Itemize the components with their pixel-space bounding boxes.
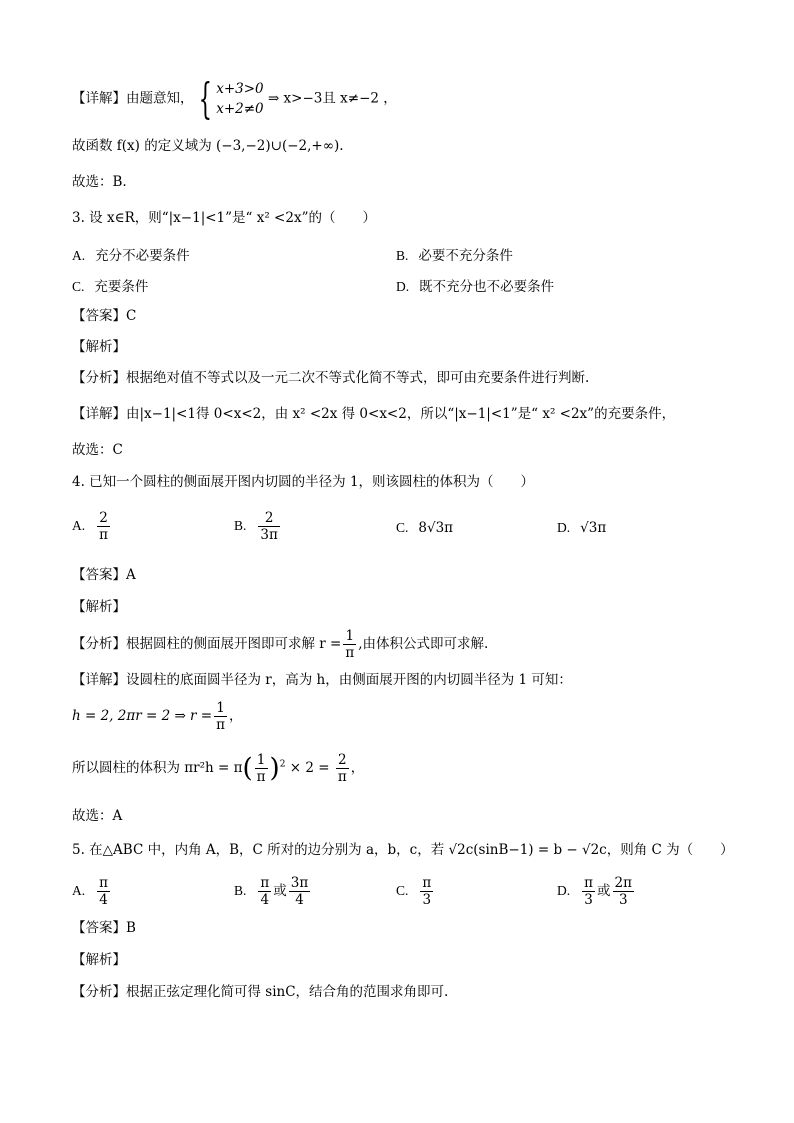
- fraction: $\frac{\pi}{3}$: [584, 875, 593, 908]
- q4-option-b: B. $\frac{2}{3\pi}$: [234, 510, 278, 543]
- q4-option-c: C. 8√3π: [396, 520, 454, 536]
- detail-conclusion: ⇒ x>−3且 x≠−2 ，: [267, 90, 397, 107]
- detail-text: 由题意知，: [126, 90, 194, 107]
- q5-option-c: C. $\frac{\pi}{3}$: [396, 875, 432, 908]
- q3-detail: 【详解】由|x−1|<1得 0<x<2，由 x² <2x 得 0<x<2，所以“|x−1|<1”是“ x² <2x”的充要条件，: [72, 406, 676, 422]
- detail-tag: 【详解】: [72, 90, 126, 107]
- system-row-1: x+3>0: [216, 81, 264, 97]
- q5-analysis: 【分析】根据正弦定理化简可得 sinC，结合角的范围求角即可.: [72, 984, 449, 1000]
- fraction: $\frac{\pi}{4}$: [260, 875, 270, 908]
- fraction: $\frac{3\pi}{4}$: [290, 875, 309, 908]
- fraction: $\frac{1}{\pi}$: [216, 700, 225, 733]
- system-row-2: x+2≠0: [216, 101, 264, 117]
- question-5-stem: 5. 在△ABC 中，内角 A，B，C 所对的边分别为 a，b，c，若 √2c(sinB−1) = b − √2c，则角 C 为（ ）: [72, 842, 734, 858]
- q3-analysis-heading: 【解析】: [72, 339, 126, 355]
- q3-analysis: 【分析】根据绝对值不等式以及一元二次不等式化简不等式，即可由充要条件进行判断.: [72, 370, 590, 386]
- fraction: $\frac{2}{\pi}$: [337, 752, 347, 785]
- q3-option-c: C. 充要条件: [72, 279, 149, 295]
- q3-option-b: B. 必要不充分条件: [396, 248, 513, 264]
- q4-analysis: 【分析】根据圆柱的侧面展开图即可求解 r = $\frac{1}{\pi}$ ,由体积公式即可求解.: [72, 628, 489, 661]
- q5-analysis-heading: 【解析】: [72, 952, 126, 968]
- fraction: $\frac{2\pi}{3}$: [614, 875, 632, 908]
- question-3-stem: 3. 设 x∈R，则“|x−1|<1”是“ x² <2x”的（ ）: [72, 210, 376, 226]
- fraction: $\frac{1}{\pi}$: [345, 628, 355, 661]
- q4-option-d: D. √3π: [557, 520, 607, 536]
- q5-option-a: A. $\frac{\pi}{4}$: [72, 875, 108, 908]
- q3-option-a: A. 充分不必要条件: [72, 248, 190, 264]
- q3-option-d: D. 既不充分也不必要条件: [396, 279, 555, 295]
- q4-option-a: A. $\frac{2}{\pi}$: [72, 510, 108, 543]
- q5-option-d: D. $\frac{\pi}{3}$ 或 $\frac{2\pi}{3}$: [557, 875, 632, 908]
- brace-symbol: {: [198, 74, 212, 123]
- q3-answer: 【答案】C: [72, 308, 137, 324]
- fraction: $\frac{2}{3\pi}$: [260, 510, 278, 543]
- fraction: $\frac{\pi}{3}$: [422, 875, 432, 908]
- domain-line: 故函数 f(x) 的定义域为 (−3,−2)∪(−2,+∞).: [72, 138, 344, 154]
- fraction: $\frac{1}{\pi}$: [256, 752, 266, 785]
- fraction: $\frac{\pi}{4}$: [99, 875, 108, 908]
- q3-choice: 故选：C: [72, 442, 123, 458]
- inequality-system: [216, 79, 263, 119]
- q5-option-b: B. $\frac{\pi}{4}$ 或 $\frac{3\pi}{4}$: [234, 875, 309, 908]
- q4-equation-1: h = 2, 2πr = 2 ⇒ r = $\frac{1}{\pi}$ ，: [72, 700, 243, 733]
- q4-answer: 【答案】A: [72, 567, 136, 583]
- detail-line-1: [72, 74, 397, 123]
- fraction: $\frac{2}{\pi}$: [99, 510, 108, 543]
- answer-choice-line: 故选：B.: [72, 174, 127, 190]
- q5-answer: 【答案】B: [72, 920, 136, 936]
- q4-choice: 故选：A: [72, 808, 123, 824]
- q4-detail: 【详解】设圆柱的底面圆半径为 r，高为 h，由侧面展开图的内切圆半径为 1 可知：: [72, 672, 572, 688]
- q4-equation-2: 所以圆柱的体积为 πr²h = π( $\frac{1}{\pi}$ )$^2$ × 2 = $\frac{2}{\pi}$ ，: [72, 752, 365, 785]
- question-4-stem: 4. 已知一个圆柱的侧面展开图内切圆的半径为 1，则该圆柱的体积为（ ）: [72, 474, 535, 490]
- q4-analysis-heading: 【解析】: [72, 599, 126, 615]
